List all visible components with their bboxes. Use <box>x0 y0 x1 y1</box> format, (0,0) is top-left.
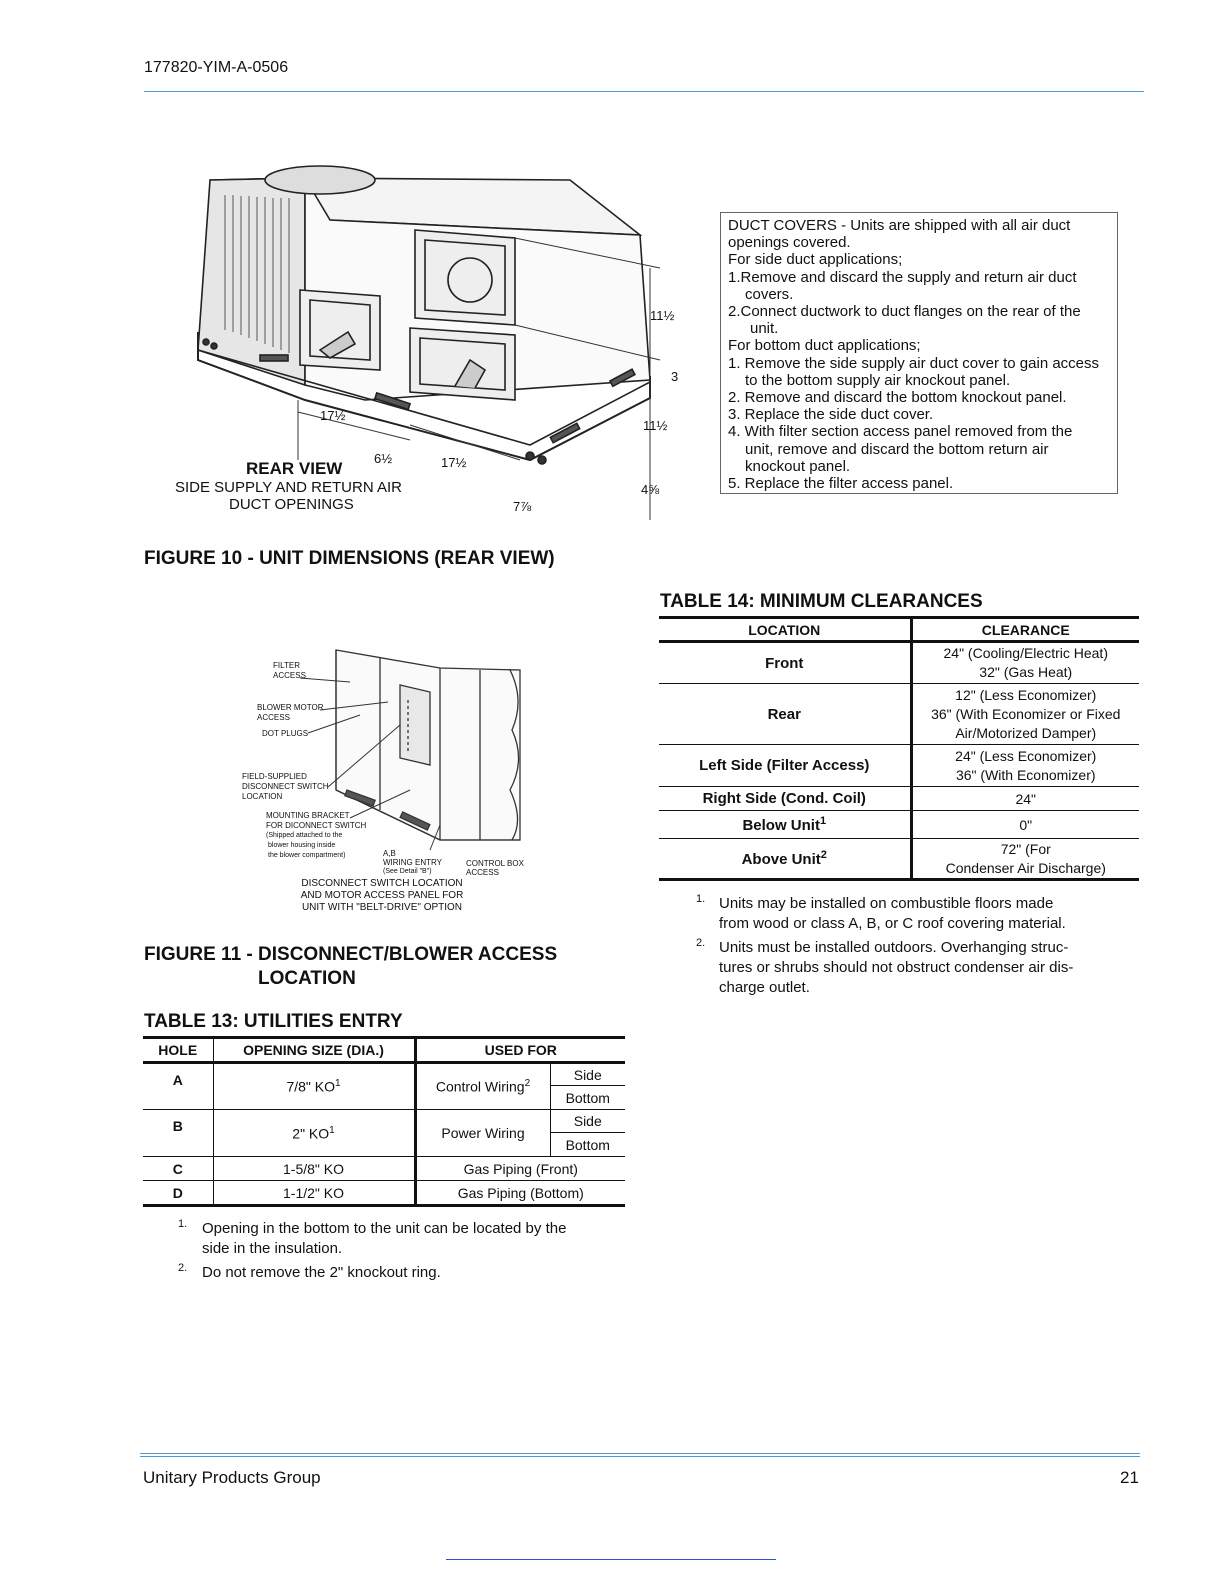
size-cell: 1-5/8" KO <box>213 1157 415 1181</box>
use-cell: Power Wiring <box>415 1110 550 1157</box>
footer-rule <box>140 1453 1140 1454</box>
bottom-link-rule <box>446 1559 776 1560</box>
label-line: CONTROL BOX <box>466 859 524 868</box>
clearance-cell <box>911 839 1139 880</box>
note-line: covers. <box>745 285 794 303</box>
dim-label: 4⅝ <box>641 482 660 497</box>
footnote-line: Do not remove the 2" knockout ring. <box>202 1264 441 1281</box>
footnote-line: Units may be installed on combustible floors made <box>719 895 1054 912</box>
note-line: to the bottom supply air knockout panel. <box>745 371 1011 389</box>
clearance-line: Condenser Air Discharge) <box>945 859 1106 876</box>
label-line: UNIT WITH "BELT-DRIVE" OPTION <box>301 902 463 913</box>
use-cell <box>415 1063 550 1110</box>
note-line: knockout panel. <box>745 457 851 475</box>
rear-view-title: REAR VIEW <box>246 459 343 478</box>
location-cell <box>659 839 911 880</box>
size-value: 7/8" KO <box>286 1078 335 1095</box>
size-cell <box>213 1063 415 1110</box>
label-line: FOR DICONNECT SWITCH <box>266 821 367 830</box>
label-line: ACCESS <box>257 713 290 722</box>
utilities-entry-table <box>143 1036 625 1207</box>
figure-11-label <box>466 859 524 877</box>
figure-11-caption: FIGURE 11 - DISCONNECT/BLOWER ACCESS <box>144 944 558 965</box>
note-line: 2.Connect ductwork to duct flanges on the rear of the <box>728 303 1081 321</box>
column-header: CLEARANCE <box>981 621 1070 638</box>
column-header: USED FOR <box>484 1042 557 1058</box>
footnote-line: side in the insulation. <box>202 1240 343 1257</box>
footnote-number: 1. <box>178 1218 188 1230</box>
note-line: 5. Replace the filter access panel. <box>728 475 954 493</box>
label-line: (Shipped attached to the <box>266 832 343 839</box>
label-line: (See Detail "B") <box>383 868 432 875</box>
note-line: 1. Remove the side supply air duct cover to gain access <box>728 354 1100 372</box>
column-header: OPENING SIZE (DIA.) <box>213 1038 415 1063</box>
dim-label: 11½ <box>643 418 668 433</box>
footnote-number: 2. <box>178 1262 188 1274</box>
location-cell: Left Side (Filter Access) <box>659 745 911 787</box>
option-cell: Side <box>573 1066 602 1083</box>
label-line: blower housing inside <box>268 842 336 849</box>
label-line: WIRING ENTRY <box>383 858 442 867</box>
hole-cell <box>143 1063 213 1110</box>
footnote-ref: 2 <box>820 849 827 861</box>
note-line: For side duct applications; <box>728 251 903 269</box>
label-line: ACCESS <box>466 868 499 877</box>
page-number: 21 <box>1120 1468 1139 1487</box>
size-value: 2" KO <box>292 1125 330 1142</box>
footnote-line: Units must be installed outdoors. Overhanging struc- <box>719 939 1069 956</box>
column-header: LOCATION <box>659 618 911 642</box>
clearance-cell: 0" <box>1019 816 1033 833</box>
figure-11-label <box>257 703 324 723</box>
note-line: 2. Remove and discard the bottom knockout panel. <box>728 389 1067 407</box>
clearance-cell: 24" <box>1015 790 1037 807</box>
hole-cell: D <box>143 1181 213 1206</box>
note-line: For bottom duct applications; <box>728 337 921 355</box>
clearance-line: 12" (Less Economizer) <box>955 686 1097 703</box>
footnote-line: Opening in the bottom to the unit can be located by the <box>202 1220 567 1237</box>
label-line: AND MOTOR ACCESS PANEL FOR <box>300 890 464 901</box>
note-line: 3. Replace the side duct cover. <box>728 406 934 424</box>
clearance-line: 36" (With Economizer or Fixed <box>931 705 1121 722</box>
table-13-title: TABLE 13: UTILITIES ENTRY <box>144 1011 403 1032</box>
dim-label: 17½ <box>320 408 346 423</box>
option-cell: Bottom <box>565 1136 610 1153</box>
footnote-ref: 2 <box>524 1078 531 1090</box>
footnote-text <box>719 894 1066 934</box>
note-line: 4. With filter section access panel removed from the <box>728 423 1073 441</box>
note-line: DUCT COVERS - Units are shipped with all air duct <box>728 217 1071 234</box>
dim-label: 3 <box>671 369 679 384</box>
label-line: FIELD-SUPPLIED <box>242 772 307 781</box>
rear-view-subtitle: SIDE SUPPLY AND RETURN AIR <box>175 479 403 496</box>
clearance-cell <box>911 745 1139 787</box>
use-cell: Gas Piping (Bottom) <box>457 1184 584 1201</box>
clearance-line: Air/Motorized Damper) <box>955 724 1097 741</box>
location-cell: Rear <box>659 684 911 745</box>
dim-label: 11½ <box>650 308 675 323</box>
figure-10-caption: FIGURE 10 - UNIT DIMENSIONS (REAR VIEW) <box>144 548 555 569</box>
footnote-text <box>719 938 1073 998</box>
figure-11-label <box>273 661 306 681</box>
size-cell <box>213 1110 415 1157</box>
hole-cell: C <box>143 1157 213 1181</box>
note-line: openings covered. <box>728 234 851 252</box>
footnote-line: charge outlet. <box>719 979 810 996</box>
size-cell: 1-1/2" KO <box>213 1181 415 1206</box>
rear-view-subtitle: DUCT OPENINGS <box>229 496 354 513</box>
clearance-line: 72" (For <box>1000 840 1051 857</box>
clearance-line: 24" (Cooling/Electric Heat) <box>943 645 1108 661</box>
label-line: MOUNTING BRACKET <box>266 811 350 820</box>
figure-11-label <box>266 811 366 861</box>
footer-company: Unitary Products Group <box>143 1468 321 1487</box>
table-14-title: TABLE 14: MINIMUM CLEARANCES <box>660 591 983 612</box>
location-cell: Front <box>659 642 911 684</box>
footer-rule <box>140 1456 1140 1457</box>
footnote-line: tures or shrubs should not obstruct condenser air dis- <box>719 959 1074 976</box>
header-rule <box>144 91 1144 92</box>
location-label: Below Unit <box>742 817 820 834</box>
location-cell <box>659 811 911 839</box>
hole-label: B <box>172 1118 183 1134</box>
figure-11-label: DOT PLUGS <box>262 729 309 738</box>
document-id: 177820-YIM-A-0506 <box>144 59 289 76</box>
dim-label: 6½ <box>374 451 393 466</box>
note-line: 1.Remove and discard the supply and return air duct <box>728 268 1077 286</box>
use-cell: Gas Piping (Front) <box>463 1160 578 1177</box>
label-line: ACCESS <box>273 671 306 680</box>
label-line: BLOWER MOTOR <box>257 703 324 712</box>
footnote-text <box>202 1219 566 1259</box>
clearance-line: 32" (Gas Heat) <box>979 664 1073 680</box>
label-line: A,B <box>383 849 396 858</box>
label-line: DISCONNECT SWITCH LOCATION <box>301 878 463 889</box>
footnote-text <box>202 1263 441 1283</box>
location-cell: Right Side (Cond. Coil) <box>659 787 911 811</box>
dim-label: 17½ <box>441 455 467 470</box>
footnote-number: 2. <box>696 937 706 949</box>
footnote-number: 1. <box>696 893 706 905</box>
footnote-ref: 1 <box>819 815 827 827</box>
location-label: Above Unit <box>741 851 821 868</box>
figure-11-drawing-caption <box>262 878 502 914</box>
note-line: unit. <box>750 320 779 338</box>
footnote-ref: 1 <box>335 1078 341 1090</box>
hole-label: A <box>172 1072 183 1088</box>
figure-11-label <box>242 772 329 802</box>
clearance-cell <box>911 684 1139 745</box>
label-line: DISCONNECT SWITCH <box>242 782 329 791</box>
note-line: unit, remove and discard the bottom return air <box>745 440 1049 458</box>
minimum-clearances-table <box>659 616 1139 881</box>
footnote-line: from wood or class A, B, or C roof covering material. <box>719 915 1066 932</box>
option-cell: Bottom <box>565 1089 610 1106</box>
label-line: FILTER <box>273 661 300 670</box>
option-cell: Side <box>573 1113 602 1129</box>
use-value: Control Wiring <box>435 1078 525 1095</box>
figure-11-caption: LOCATION <box>258 968 356 989</box>
footnote-ref: 1 <box>329 1124 335 1136</box>
clearance-cell <box>911 642 1139 684</box>
label-line: the blower compartment) <box>268 852 346 859</box>
dim-label: 7⅞ <box>513 499 532 514</box>
figure-11-label <box>383 849 442 876</box>
clearance-line: 24" (Less Economizer) <box>955 747 1097 764</box>
label-line: LOCATION <box>242 792 283 801</box>
column-header: HOLE <box>143 1038 213 1063</box>
hole-cell <box>143 1110 213 1157</box>
clearance-line: 36" (With Economizer) <box>955 766 1096 783</box>
duct-covers-note <box>720 212 1118 494</box>
